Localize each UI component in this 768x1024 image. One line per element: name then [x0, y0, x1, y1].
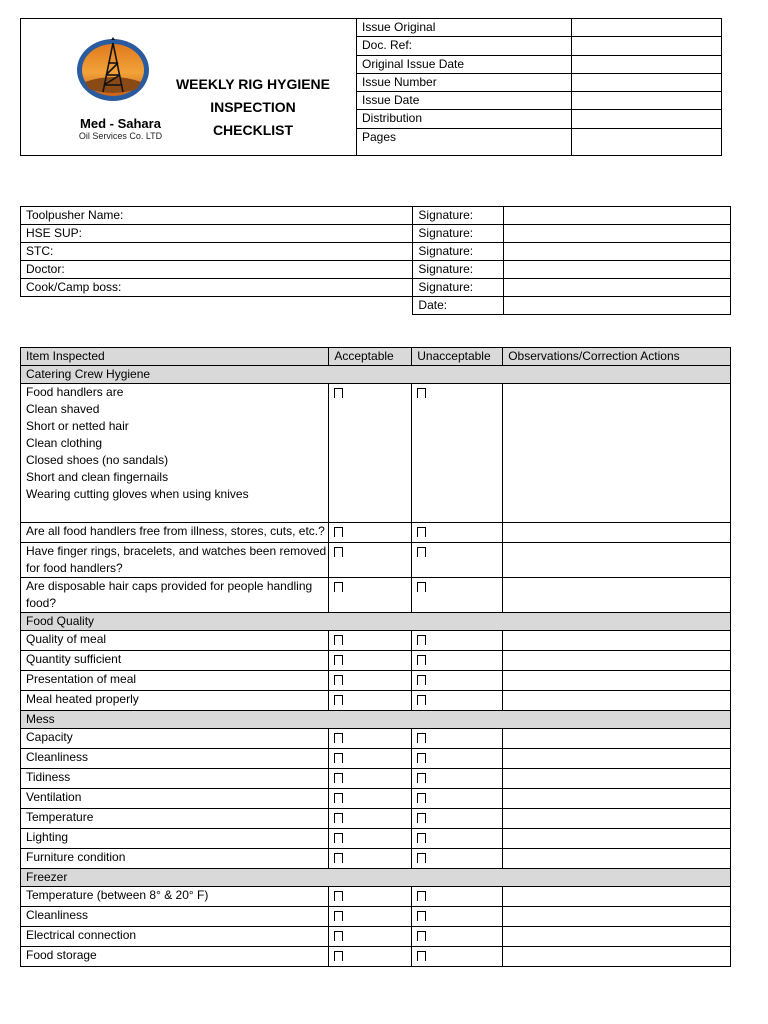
- item-inspected: Lighting: [21, 829, 329, 849]
- meta-label: Issue Number: [357, 73, 572, 91]
- checklist-row: [21, 578, 731, 613]
- checklist-row: [21, 729, 731, 749]
- sig-label: Signature:: [413, 279, 504, 297]
- acceptable-checkbox[interactable]: [334, 635, 343, 645]
- unacceptable-cell[interactable]: [412, 523, 503, 543]
- item-inspected: Presentation of meal: [21, 671, 329, 691]
- section-title: Mess: [21, 711, 731, 729]
- observations-field[interactable]: [503, 543, 731, 578]
- observations-field[interactable]: [503, 789, 731, 809]
- unacceptable-checkbox[interactable]: [417, 635, 426, 645]
- unacceptable-checkbox[interactable]: [417, 773, 426, 783]
- sig-label: Signature:: [413, 225, 504, 243]
- checklist-row: [21, 927, 731, 947]
- unacceptable-checkbox[interactable]: [417, 891, 426, 901]
- meta-value[interactable]: [572, 73, 722, 91]
- title-line: INSPECTION: [210, 99, 296, 115]
- company-name: Med - Sahara: [80, 116, 161, 131]
- observations-field[interactable]: [503, 691, 731, 711]
- blank-cell: [21, 297, 413, 315]
- checklist-row: [21, 651, 731, 671]
- observations-field[interactable]: [503, 887, 731, 907]
- item-inspected: Ventilation: [21, 789, 329, 809]
- item-inspected: Temperature (between 8° & 20° F): [21, 887, 329, 907]
- acceptable-cell[interactable]: [329, 384, 412, 523]
- meta-value[interactable]: [572, 55, 722, 73]
- sig-label: Signature:: [413, 207, 504, 225]
- acceptable-checkbox[interactable]: [334, 891, 343, 901]
- unacceptable-checkbox[interactable]: [417, 388, 426, 398]
- unacceptable-checkbox[interactable]: [417, 733, 426, 743]
- item-inspected: Food handlers are Clean shaved Short or netted hair Clean clothing Closed shoes (no sandals) Short and clean fingernails Wearing cutting gloves when using knives: [21, 384, 329, 523]
- unacceptable-cell[interactable]: [412, 691, 503, 711]
- logo-title-cell: [21, 19, 357, 156]
- meta-value[interactable]: [572, 92, 722, 110]
- item-inspected: Cleanliness: [21, 907, 329, 927]
- meta-value[interactable]: [572, 128, 722, 155]
- date-label: Date:: [413, 297, 504, 315]
- document-header: [20, 18, 722, 156]
- checklist-row: [21, 907, 731, 927]
- item-inspected: Are all food handlers free from illness, stores, cuts, etc.?: [21, 523, 329, 543]
- sig-name-label: Doctor:: [21, 261, 413, 279]
- unacceptable-checkbox[interactable]: [417, 527, 426, 537]
- item-inspected: Capacity: [21, 729, 329, 749]
- checklist-row: [21, 789, 731, 809]
- acceptable-checkbox[interactable]: [334, 753, 343, 763]
- unacceptable-cell[interactable]: [412, 887, 503, 907]
- acceptable-cell[interactable]: [329, 789, 412, 809]
- checklist-row: [21, 809, 731, 829]
- meta-label: Issue Original: [357, 19, 572, 37]
- sig-name-label: STC:: [21, 243, 413, 261]
- sig-field[interactable]: [504, 243, 731, 261]
- unacceptable-cell[interactable]: [412, 947, 503, 967]
- sig-label: Signature:: [413, 243, 504, 261]
- checklist-row: [21, 887, 731, 907]
- acceptable-cell[interactable]: [329, 631, 412, 651]
- unacceptable-cell[interactable]: [412, 543, 503, 578]
- item-inspected: Meal heated properly: [21, 691, 329, 711]
- section-title: Food Quality: [21, 613, 731, 631]
- unacceptable-checkbox[interactable]: [417, 582, 426, 592]
- acceptable-checkbox[interactable]: [334, 388, 343, 398]
- unacceptable-cell[interactable]: [412, 907, 503, 927]
- checklist-header-row: [21, 348, 731, 366]
- unacceptable-checkbox[interactable]: [417, 911, 426, 921]
- unacceptable-cell[interactable]: [412, 809, 503, 829]
- sig-name-label: HSE SUP:: [21, 225, 413, 243]
- observations-field[interactable]: [503, 927, 731, 947]
- item-inspected: Electrical connection: [21, 927, 329, 947]
- item-inspected: Temperature: [21, 809, 329, 829]
- observations-field[interactable]: [503, 631, 731, 651]
- acceptable-cell[interactable]: [329, 749, 412, 769]
- unacceptable-cell[interactable]: [412, 789, 503, 809]
- acceptable-cell[interactable]: [329, 578, 412, 613]
- meta-value[interactable]: [572, 37, 722, 55]
- sig-field[interactable]: [504, 225, 731, 243]
- checklist-row: [21, 691, 731, 711]
- unacceptable-cell[interactable]: [412, 749, 503, 769]
- observations-field[interactable]: [503, 578, 731, 613]
- checklist-row: [21, 384, 731, 523]
- unacceptable-cell[interactable]: [412, 651, 503, 671]
- meta-label: Doc. Ref:: [357, 37, 572, 55]
- acceptable-checkbox[interactable]: [334, 813, 343, 823]
- item-inspected: Food storage: [21, 947, 329, 967]
- observations-field[interactable]: [503, 384, 731, 523]
- meta-label: Pages: [357, 128, 572, 155]
- unacceptable-cell[interactable]: [412, 927, 503, 947]
- unacceptable-checkbox[interactable]: [417, 753, 426, 763]
- item-inspected: Quantity sufficient: [21, 651, 329, 671]
- acceptable-cell[interactable]: [329, 829, 412, 849]
- unacceptable-cell[interactable]: [412, 729, 503, 749]
- section-title: Catering Crew Hygiene: [21, 366, 731, 384]
- meta-label: Distribution: [357, 110, 572, 128]
- item-inspected: Have finger rings, bracelets, and watches been removed for food handlers?: [21, 543, 329, 578]
- observations-field[interactable]: [503, 729, 731, 749]
- checklist-row: [21, 631, 731, 651]
- acceptable-cell[interactable]: [329, 947, 412, 967]
- observations-field[interactable]: [503, 829, 731, 849]
- observations-field[interactable]: [503, 749, 731, 769]
- column-header: Unacceptable: [412, 348, 503, 366]
- acceptable-cell[interactable]: [329, 849, 412, 869]
- acceptable-checkbox[interactable]: [334, 931, 343, 941]
- observations-field[interactable]: [503, 947, 731, 967]
- unacceptable-checkbox[interactable]: [417, 833, 426, 843]
- acceptable-checkbox[interactable]: [334, 655, 343, 665]
- acceptable-cell[interactable]: [329, 543, 412, 578]
- acceptable-checkbox[interactable]: [334, 853, 343, 863]
- unacceptable-checkbox[interactable]: [417, 931, 426, 941]
- acceptable-checkbox[interactable]: [334, 833, 343, 843]
- unacceptable-checkbox[interactable]: [417, 793, 426, 803]
- checklist-row: [21, 947, 731, 967]
- company-subtitle: Oil Services Co. LTD: [78, 131, 163, 141]
- acceptable-checkbox[interactable]: [334, 675, 343, 685]
- item-inspected: Furniture condition: [21, 849, 329, 869]
- sig-name-label: Toolpusher Name:: [21, 207, 413, 225]
- unacceptable-checkbox[interactable]: [417, 813, 426, 823]
- unacceptable-checkbox[interactable]: [417, 695, 426, 705]
- checklist-row: [21, 829, 731, 849]
- acceptable-cell[interactable]: [329, 671, 412, 691]
- meta-label: Original Issue Date: [357, 55, 572, 73]
- checklist-row: [21, 749, 731, 769]
- acceptable-cell[interactable]: [329, 887, 412, 907]
- observations-field[interactable]: [503, 769, 731, 789]
- observations-field[interactable]: [503, 809, 731, 829]
- unacceptable-cell[interactable]: [412, 829, 503, 849]
- section-title: Freezer: [21, 869, 731, 887]
- checklist-row: [21, 769, 731, 789]
- document-title: [171, 73, 335, 142]
- unacceptable-checkbox[interactable]: [417, 675, 426, 685]
- acceptable-cell[interactable]: [329, 651, 412, 671]
- acceptable-checkbox[interactable]: [334, 911, 343, 921]
- unacceptable-checkbox[interactable]: [417, 951, 426, 961]
- title-line: WEEKLY RIG HYGIENE: [175, 76, 331, 92]
- observations-field[interactable]: [503, 849, 731, 869]
- acceptable-cell[interactable]: [329, 523, 412, 543]
- acceptable-cell[interactable]: [329, 691, 412, 711]
- signature-table: [20, 206, 731, 315]
- sig-field[interactable]: [504, 279, 731, 297]
- acceptable-cell[interactable]: [329, 729, 412, 749]
- unacceptable-cell[interactable]: [412, 671, 503, 691]
- section-row: [21, 711, 731, 729]
- column-header: Acceptable: [329, 348, 412, 366]
- date-field[interactable]: [504, 297, 731, 315]
- item-inspected: Quality of meal: [21, 631, 329, 651]
- meta-value[interactable]: [572, 19, 722, 37]
- unacceptable-cell[interactable]: [412, 769, 503, 789]
- checklist-row: [21, 671, 731, 691]
- sig-field[interactable]: [504, 207, 731, 225]
- acceptable-cell[interactable]: [329, 927, 412, 947]
- unacceptable-checkbox[interactable]: [417, 853, 426, 863]
- acceptable-cell[interactable]: [329, 769, 412, 789]
- acceptable-cell[interactable]: [329, 809, 412, 829]
- section-row: [21, 613, 731, 631]
- sig-label: Signature:: [413, 261, 504, 279]
- acceptable-checkbox[interactable]: [334, 527, 343, 537]
- unacceptable-checkbox[interactable]: [417, 655, 426, 665]
- acceptable-checkbox[interactable]: [334, 793, 343, 803]
- observations-field[interactable]: [503, 907, 731, 927]
- acceptable-checkbox[interactable]: [334, 773, 343, 783]
- company-logo: [53, 37, 173, 142]
- column-header: Item Inspected: [21, 348, 329, 366]
- acceptable-cell[interactable]: [329, 907, 412, 927]
- unacceptable-cell[interactable]: [412, 849, 503, 869]
- unacceptable-cell[interactable]: [412, 384, 503, 523]
- meta-label: Issue Date: [357, 92, 572, 110]
- acceptable-checkbox[interactable]: [334, 582, 343, 592]
- oil-rig-logo-icon: [75, 37, 151, 115]
- acceptable-checkbox[interactable]: [334, 547, 343, 557]
- sig-name-label: Cook/Camp boss:: [21, 279, 413, 297]
- meta-value[interactable]: [572, 110, 722, 128]
- checklist-row: [21, 849, 731, 869]
- observations-field[interactable]: [503, 523, 731, 543]
- section-row: [21, 869, 731, 887]
- checklist-row: [21, 543, 731, 578]
- observations-field[interactable]: [503, 651, 731, 671]
- acceptable-checkbox[interactable]: [334, 695, 343, 705]
- unacceptable-cell[interactable]: [412, 631, 503, 651]
- unacceptable-checkbox[interactable]: [417, 547, 426, 557]
- observations-field[interactable]: [503, 671, 731, 691]
- title-line: CHECKLIST: [212, 122, 294, 138]
- item-inspected: Cleanliness: [21, 749, 329, 769]
- unacceptable-cell[interactable]: [412, 578, 503, 613]
- acceptable-checkbox[interactable]: [334, 733, 343, 743]
- checklist-table: [20, 347, 731, 967]
- acceptable-checkbox[interactable]: [334, 951, 343, 961]
- item-inspected: Tidiness: [21, 769, 329, 789]
- column-header: Observations/Correction Actions: [503, 348, 731, 366]
- section-row: [21, 366, 731, 384]
- sig-field[interactable]: [504, 261, 731, 279]
- item-inspected: Are disposable hair caps provided for people handling food?: [21, 578, 329, 613]
- checklist-row: [21, 523, 731, 543]
